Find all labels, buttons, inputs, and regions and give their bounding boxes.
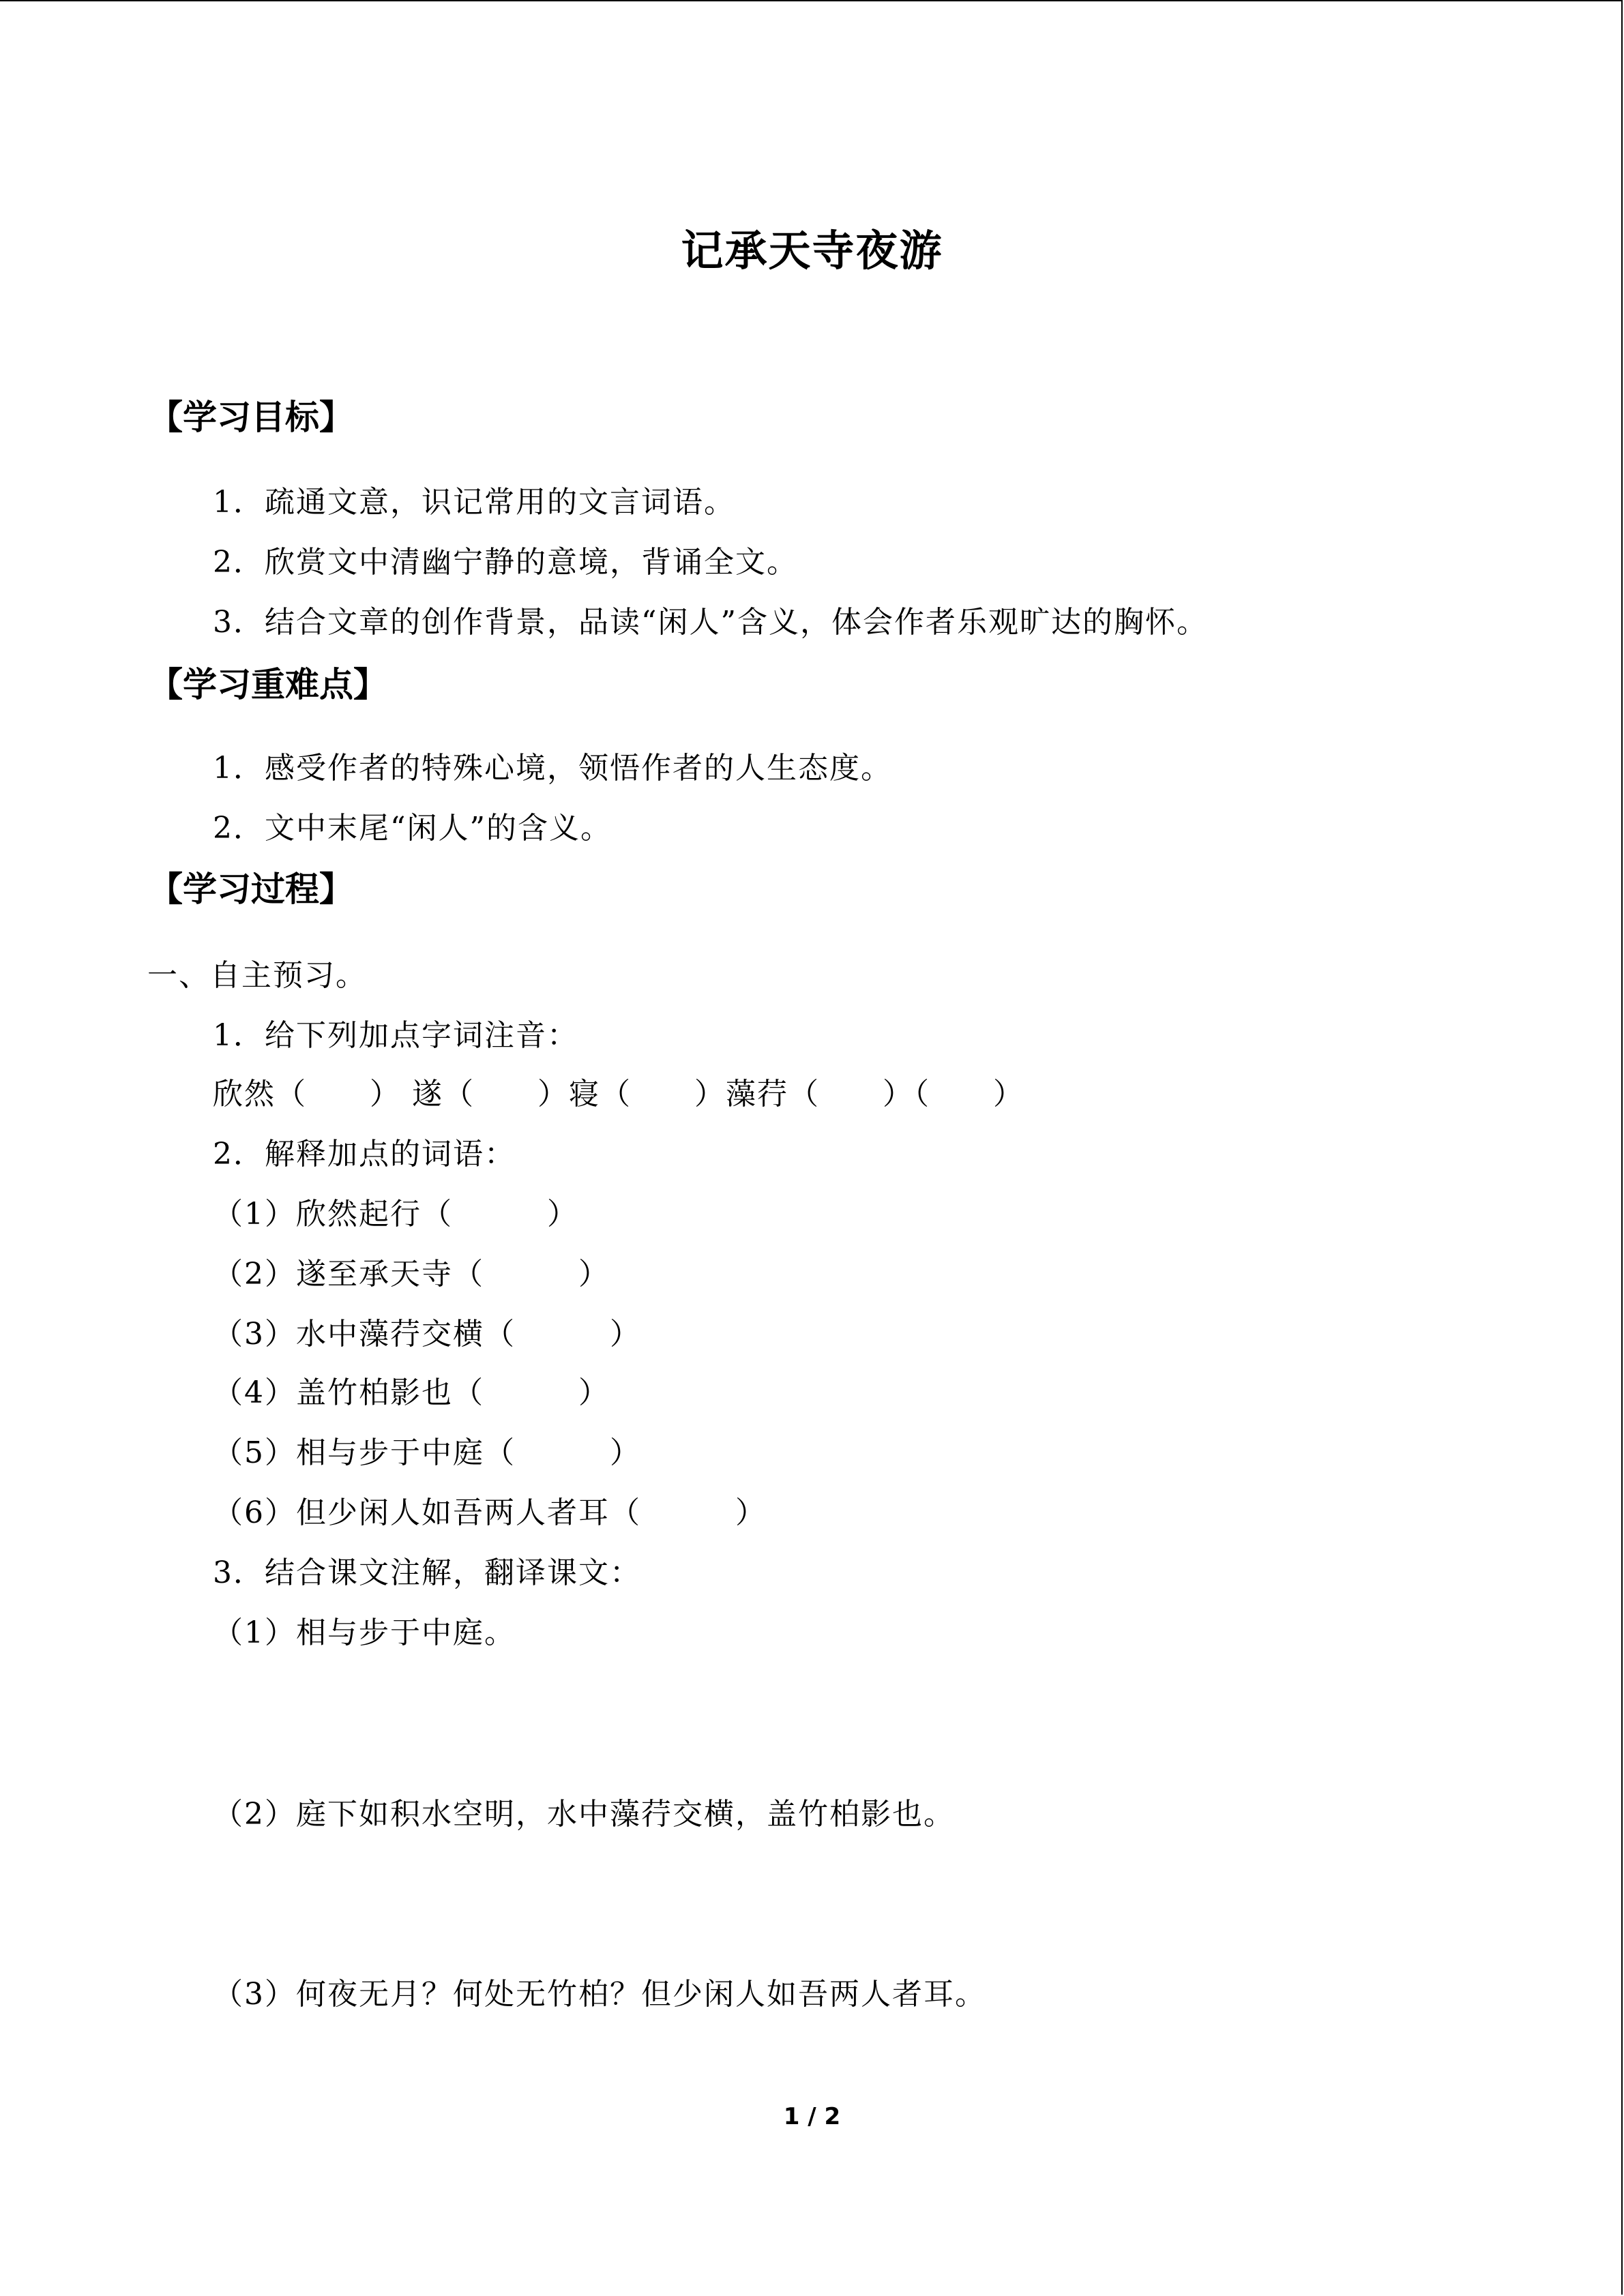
question-3-item-2: （2）庭下如积水空明，水中藻荇交横，盖竹柏影也。 bbox=[213, 1797, 955, 1832]
question-2-prompt: 2．解释加点的词语： bbox=[213, 1137, 516, 1172]
question-2-item-2: （2）遂至承天寺（ ） bbox=[213, 1257, 610, 1292]
question-3-prompt: 3．结合课文注解，翻译课文： bbox=[213, 1555, 641, 1590]
question-2-item-6: （6）但少闲人如吾两人者耳（ ） bbox=[213, 1495, 767, 1530]
question-2-item-1: （1）欣然起行（ ） bbox=[213, 1197, 578, 1232]
objective-item-1: 1．疏通文意，识记常用的文言词语。 bbox=[213, 485, 735, 520]
question-2-item-3: （3）水中藻荇交横（ ） bbox=[213, 1317, 641, 1352]
question-2-item-5: （5）相与步于中庭（ ） bbox=[213, 1435, 641, 1470]
section-heading-process: 【学习过程】 bbox=[149, 869, 353, 909]
key-point-item-1: 1．感受作者的特殊心境，领悟作者的人生态度。 bbox=[213, 751, 892, 786]
objective-item-3: 3．结合文章的创作背景，品读“闲人”含义，体会作者乐观旷达的胸怀。 bbox=[213, 605, 1208, 640]
page-number: 1 / 2 bbox=[783, 2103, 841, 2130]
question-1-prompt: 1．给下列加点字词注音： bbox=[213, 1018, 578, 1053]
question-3-item-1: （1）相与步于中庭。 bbox=[213, 1615, 516, 1650]
document-title: 记承天寺夜游 bbox=[681, 226, 943, 275]
question-3-item-3: （3）何夜无月？何处无竹柏？但少闲人如吾两人者耳。 bbox=[213, 1977, 986, 2012]
section-heading-objectives: 【学习目标】 bbox=[149, 397, 353, 437]
part1-title: 一、自主预习。 bbox=[147, 958, 367, 993]
section-heading-key-points: 【学习重难点】 bbox=[149, 664, 387, 704]
question-2-item-4: （4）盖竹柏影也（ ） bbox=[213, 1375, 610, 1410]
key-point-item-2: 2．文中末尾“闲人”的含义。 bbox=[213, 811, 612, 846]
objective-item-2: 2．欣赏文中清幽宁静的意境，背诵全文。 bbox=[213, 545, 798, 580]
question-1-answer-line: 欣然（ ） 遂（ ）寝（ ）藻荇（ ）（ ） bbox=[213, 1077, 1024, 1112]
